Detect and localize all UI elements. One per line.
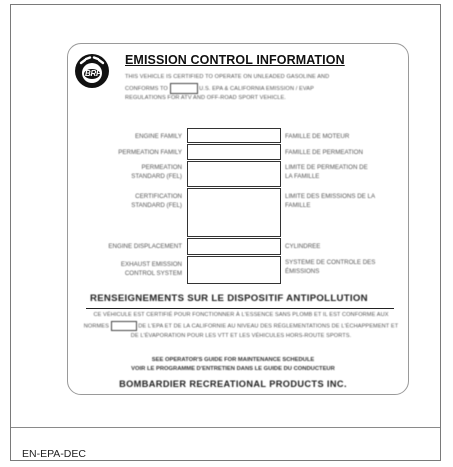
permeation-standard-box — [187, 161, 281, 187]
brp-logo-icon — [75, 54, 109, 88]
permeation-family-label-fr: FAMILLE DE PERMEATION — [285, 149, 363, 156]
intro-text — [125, 73, 337, 103]
intro-part1: THIS VEHICLE IS CERTIFIED TO OPERATE ON UNLEADED GASOLINE AND CONFORMS TO — [125, 74, 330, 92]
french-part1: CE VÉHICULE EST CERTIFIÉ POUR FONCTIONNER À L'ESSENCE SANS PLOMB ET IL EST CONFORME AUX NORMES — [83, 312, 389, 330]
intro-part3: CALIFORNIA EMISSION / EVAP REGULATIONS FOR ATV AND OFF-ROAD SPORT VEHICLE. — [125, 85, 314, 101]
permeation-family-label: PERMEATION FAMILY — [118, 149, 182, 156]
company-name: BOMBARDIER RECREATIONAL PRODUCTS INC. — [119, 379, 347, 389]
section-heading: RENSEIGNEMENTS SUR LE DISPOSITIF ANTIPOLLUTION — [90, 293, 368, 304]
page-frame — [10, 4, 441, 461]
emission-label — [67, 43, 409, 395]
engine-family-box — [187, 128, 281, 143]
logo-text: BRP — [85, 69, 101, 78]
engine-family-label-fr: FAMILLE DE MOTEUR — [285, 133, 350, 140]
engine-family-label: ENGINE FAMILY — [135, 133, 182, 140]
permeation-standard-label: PERMEATION STANDARD (FEL) — [131, 164, 182, 180]
guide-en: SEE OPERATOR'S GUIDE FOR MAINTENANCE SCHEDULE — [151, 357, 315, 363]
french-body — [83, 311, 399, 341]
certification-standard-box — [187, 188, 281, 237]
french-part2: DE L'EPA ET DE LA CALIFORNIE AU NIVEAU DES RÉGLEMENTATIONS DE L'ÉCHAPPEMENT ET DE L'ÉVAPORATION POUR LES VTT ET LES VÉHICULES HORS-ROUTE SPORTS. — [130, 323, 399, 339]
exhaust-control-label: EXHAUST EMISSION CONTROL SYSTEM — [120, 261, 182, 277]
certification-standard-label: CERTIFICATION STANDARD (FEL) — [131, 193, 182, 209]
certification-standard-label-fr: LIMITE DES ÉMISSIONS DE LA FAMILLE — [285, 193, 375, 209]
exhaust-control-box — [187, 256, 281, 284]
guide-fr: VOIR LE PROGRAMME D'ENTRETIEN DANS LE GUIDE DU CONDUCTEUR — [131, 366, 335, 372]
engine-displacement-box — [187, 238, 281, 255]
section-rule — [86, 308, 394, 309]
permeation-family-box — [187, 144, 281, 160]
engine-displacement-label: ENGINE DISPLACEMENT — [108, 243, 182, 250]
footer-divider — [11, 427, 440, 428]
engine-displacement-label-fr: CYLINDRÉE — [285, 243, 321, 250]
french-inline-box — [111, 321, 137, 331]
label-title: EMISSION CONTROL INFORMATION — [125, 53, 345, 67]
exhaust-control-label-fr: SYSTÈME DE CONTRÔLE DES ÉMISSIONS — [285, 259, 376, 275]
permeation-standard-label-fr: LIMITE DE PERMEATION DE LA FAMILLE — [285, 164, 368, 180]
intro-part2: U.S. EPA & — [199, 85, 229, 92]
document-code: EN-EPA-DEC — [22, 448, 86, 460]
epa-inline-box — [170, 83, 198, 94]
